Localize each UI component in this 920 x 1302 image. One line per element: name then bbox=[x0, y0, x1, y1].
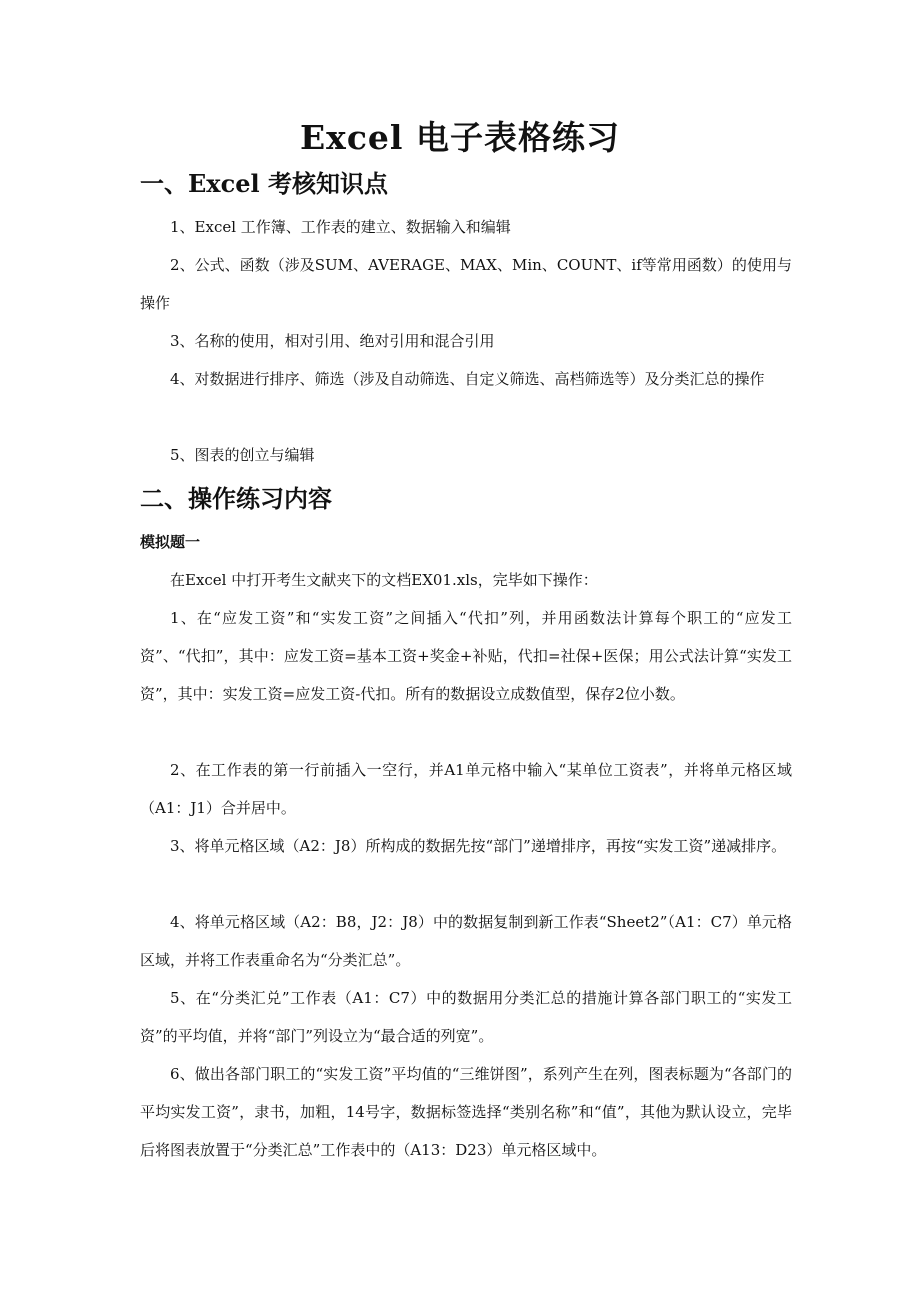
section2-subheading: 模拟题一 bbox=[140, 533, 201, 551]
section1-item-2: 2、公式、函数（涉及SUM、AVERAGE、MAX、Min、COUNT、if等常用函数）的使用与操作 bbox=[140, 256, 792, 312]
section2-task-2: 2、在工作表的第一行前插入一空行，并A1单元格中输入“某单位工资表”，并将单元格区域（A1：J1）合并居中。 bbox=[140, 761, 792, 817]
section2-task-3: 3、将单元格区域（A2：J8）所构成的数据先按“部门”递增排序，再按“实发工资”递减排序。 bbox=[170, 837, 787, 855]
section2-intro: 在Excel 中打开考生文献夹下的文档EX01.xls，完毕如下操作： bbox=[170, 571, 598, 589]
section2-task-5: 5、在“分类汇兑”工作表（A1：C7）中的数据用分类汇总的措施计算各部门职工的“实发工资”的平均值，并将“部门”列设立为“最合适的列宽”。 bbox=[140, 989, 792, 1045]
section1-item-5: 5、图表的创立与编辑 bbox=[170, 446, 315, 464]
section2-task-6: 6、做出各部门职工的“实发工资”平均值的“三维饼图”，系列产生在列，图表标题为“各部门的平均实发工资”，隶书，加粗，14号字，数据标签选择“类别名称”和“值”，其他为默认设立，完毕后将图表放置于“分类汇总”工作表中的（A13：D23）单元格区域中。 bbox=[140, 1065, 792, 1159]
section2-task-1: 1、在“应发工资”和“实发工资”之间插入“代扣”列，并用函数法计算每个职工的“应发工资”、“代扣”，其中：应发工资=基本工资+奖金+补贴，代扣=社保+医保；用公式法计算“实发工资”，其中：实发工资=应发工资-代扣。所有的数据设立成数值型，保存2位小数。 bbox=[140, 609, 792, 703]
section2-task-4: 4、将单元格区域（A2：B8，J2：J8）中的数据复制到新工作表“Sheet2”（A1：C7）单元格区域，并将工作表重命名为“分类汇总”。 bbox=[140, 913, 792, 969]
section1-item-4: 4、对数据进行排序、筛选（涉及自动筛选、自定义筛选、高档筛选等）及分类汇总的操作 bbox=[170, 370, 765, 388]
section1-heading: 一、Excel 考核知识点 bbox=[140, 169, 388, 198]
section1-item-1: 1、Excel 工作簿、工作表的建立、数据输入和编辑 bbox=[170, 218, 511, 236]
document-title: Excel 电子表格练习 bbox=[300, 118, 620, 157]
section1-item-3: 3、名称的使用，相对引用、绝对引用和混合引用 bbox=[170, 332, 495, 350]
section2-heading: 二、操作练习内容 bbox=[140, 484, 332, 513]
